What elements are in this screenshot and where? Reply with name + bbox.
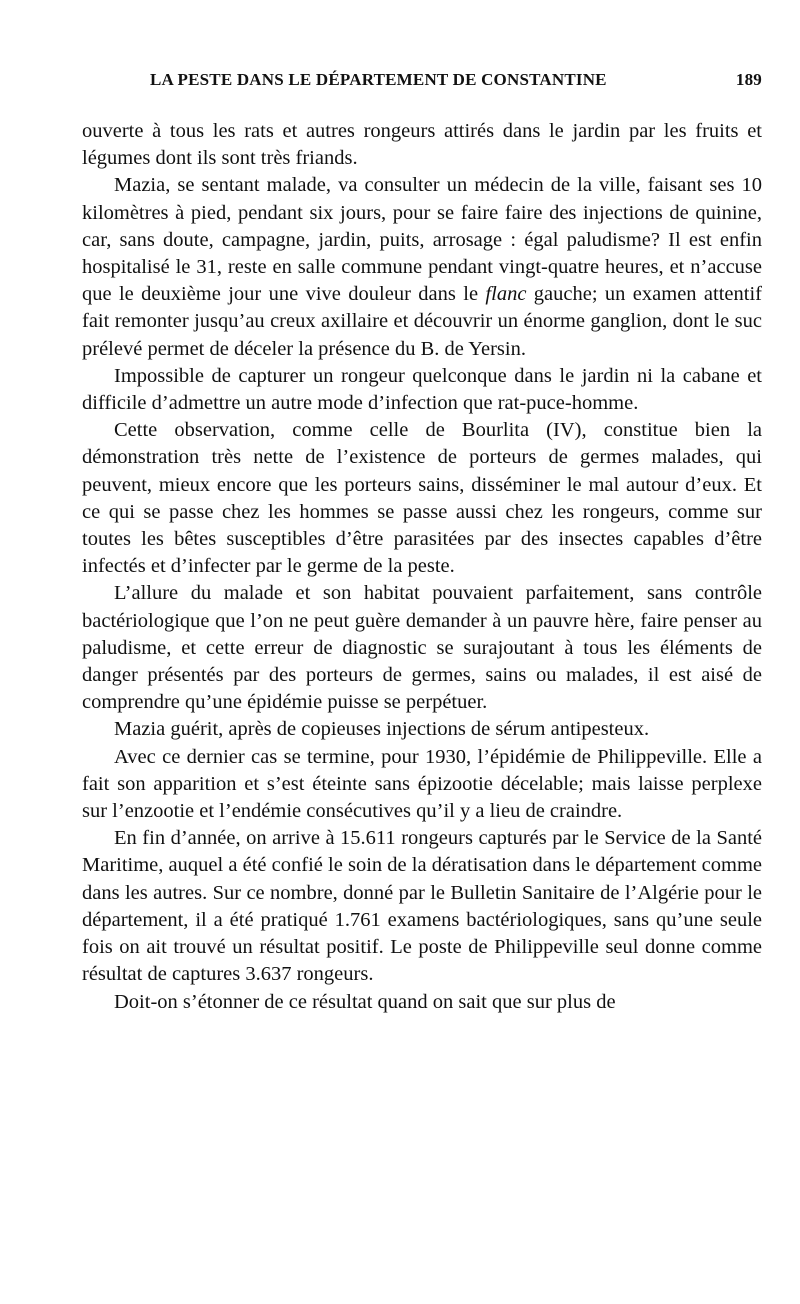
paragraph-2-before: Mazia, se sentant malade, va consulter un médecin de la ville, faisant ses 10 kilomètres à pied, pendant six jours, pour se faire faire des injections de quinine, car, sans doute, campagne, jardin, puits, arrosage : égal paludisme? Il est enfin hospitalisé le 31, reste en salle commune pendant vingt-quatre heures, et n’accuse que le deuxième jour une vive douleur dans le bbox=[82, 174, 762, 306]
paragraph-3: Impossible de capturer un rongeur quelconque dans le jardin ni la cabane et difficile d’admettre un autre mode d’infection que rat-puce-homme. bbox=[82, 364, 762, 415]
page-number: 189 bbox=[735, 70, 762, 89]
running-header bbox=[150, 70, 762, 90]
paragraph-8: En fin d’année, on arrive à 15.611 rongeurs capturés par le Service de la Santé Maritime, auquel a été confié le soin de la dératisation dans le département comme dans les autres. Sur ce nombre, donné par le Bulletin Sanitaire de l’Algérie pour le département, il a été pratiqué 1.761 examens bactériologiques, sans qu’une seule fois on ait trouvé un résultat positif. Le poste de Philippeville seul donne comme résultat de captures 3.637 rongeurs. bbox=[82, 827, 762, 986]
running-title: LA PESTE DANS LE DÉPARTEMENT DE CONSTANTINE bbox=[150, 70, 607, 89]
paragraph-2 bbox=[82, 172, 762, 362]
paragraph-5: L’allure du malade et son habitat pouvaient parfaitement, sans contrôle bactériologique que l’on ne peut guère demander à un pauvre hère, faire penser au paludisme, et cette erreur de diagnostic se surajoutant à tous les éléments de danger présentés par des porteurs de germes, sains ou malades, il est aisé de comprendre qu’une épidémie puisse se perpétuer. bbox=[82, 582, 762, 714]
paragraph-1: ouverte à tous les rats et autres rongeurs attirés dans le jardin par les fruits et légumes dont ils sont très friands. bbox=[82, 120, 762, 170]
body-text bbox=[82, 118, 762, 1016]
paragraph-7: Avec ce dernier cas se termine, pour 1930, l’épidémie de Philippeville. Elle a fait son apparition et s’est éteinte sans épizootie décelable; mais laisse perplexe sur l’enzootie et l’endémie consécutives qu’il y a lieu de craindre. bbox=[82, 745, 762, 823]
book-page bbox=[82, 70, 762, 1016]
paragraph-4: Cette observation, comme celle de Bourlita (IV), constitue bien la démonstration très nette de l’existence de porteurs de germes malades, qui peuvent, mieux encore que les porteurs sains, disséminer le mal autour d’eux. Et ce qui se passe chez les hommes se passe aussi chez les rongeurs, comme sur toutes les bêtes susceptibles d’être parasitées par des insectes capables d’être infectés et d’infecter par le germe de la peste. bbox=[82, 419, 762, 578]
paragraph-2-after: gauche; un examen attentif fait remonter jusqu’au creux axillaire et découvrir un énorme ganglion, dont le suc prélevé permet de déceler la présence du B. de Yersin. bbox=[82, 283, 762, 360]
emphasis-flanc: flanc bbox=[485, 283, 527, 306]
paragraph-6: Mazia guérit, après de copieuses injections de sérum antipesteux. bbox=[114, 718, 650, 741]
paragraph-9: Doit-on s’étonner de ce résultat quand on sait que sur plus de bbox=[114, 990, 616, 1013]
